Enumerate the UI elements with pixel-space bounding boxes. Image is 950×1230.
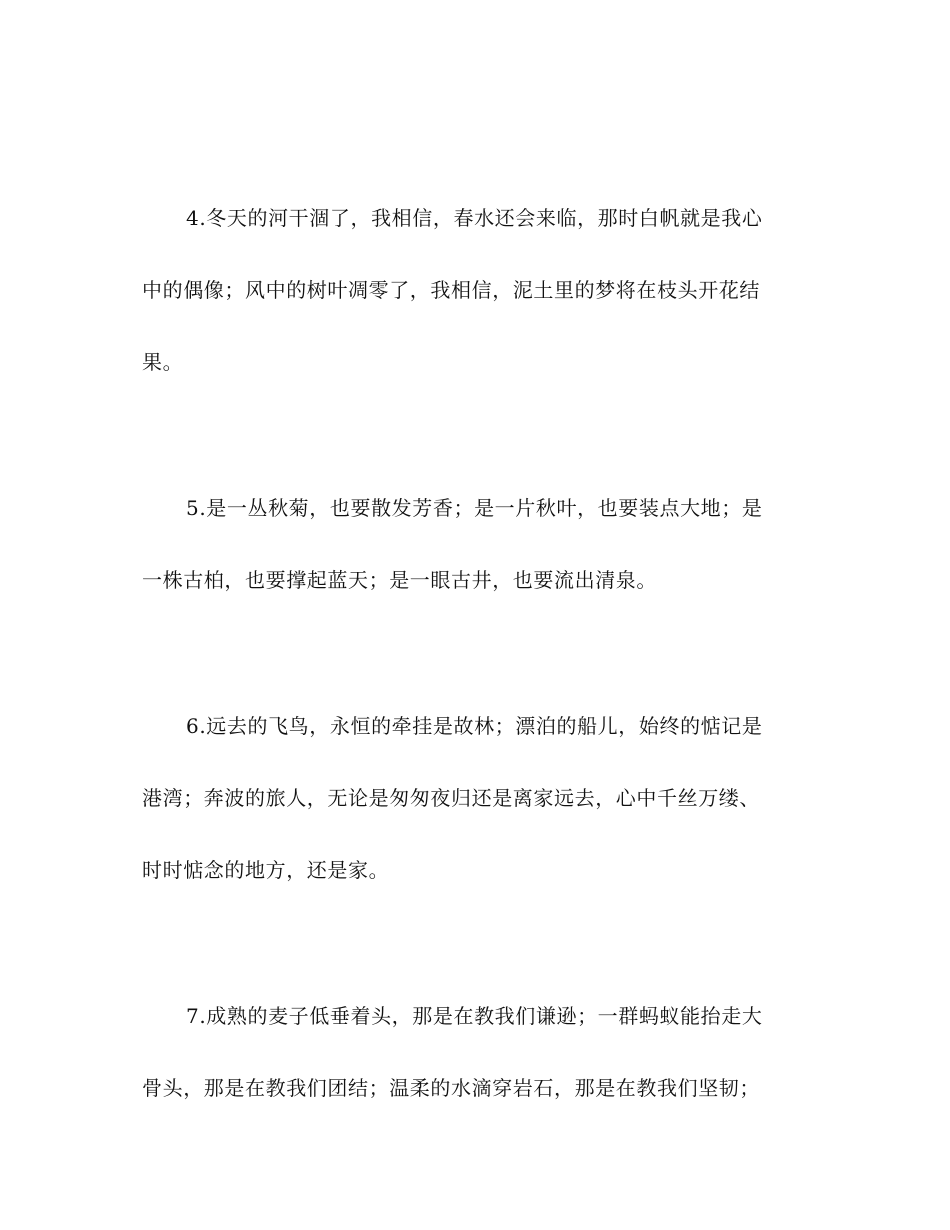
paragraph-7-line-1: 7.成熟的麦子低垂着头，那是在教我们谦逊；一群蚂蚁能抬走大 [186,1004,763,1028]
paragraph-7-line-2: 骨头，那是在教我们团结；温柔的水滴穿岩石，那是在教我们坚韧； [142,1076,760,1100]
paragraph-6-line-1: 6.远去的飞鸟，永恒的牵挂是故林；漂泊的船儿，始终的惦记是 [186,714,763,738]
paragraph-5-line-2: 一株古柏，也要撑起蓝天；是一眼古井，也要流出清泉。 [142,568,657,592]
paragraph-4-line-3: 果。 [142,350,184,374]
paragraph-4-line-1: 4.冬天的河干涸了，我相信，春水还会来临，那时白帆就是我心 [186,206,763,230]
paragraph-4-line-2: 中的偶像；风中的树叶凋零了，我相信，泥土里的梦将在枝头开花结 [142,278,760,302]
paragraph-6-line-3: 时时惦念的地方，还是家。 [142,858,390,882]
paragraph-5-line-1: 5.是一丛秋菊，也要散发芳香；是一片秋叶，也要装点大地；是 [186,496,763,520]
paragraph-6-line-2: 港湾；奔波的旅人，无论是匆匆夜归还是离家远去，心中千丝万缕、 [142,786,760,810]
